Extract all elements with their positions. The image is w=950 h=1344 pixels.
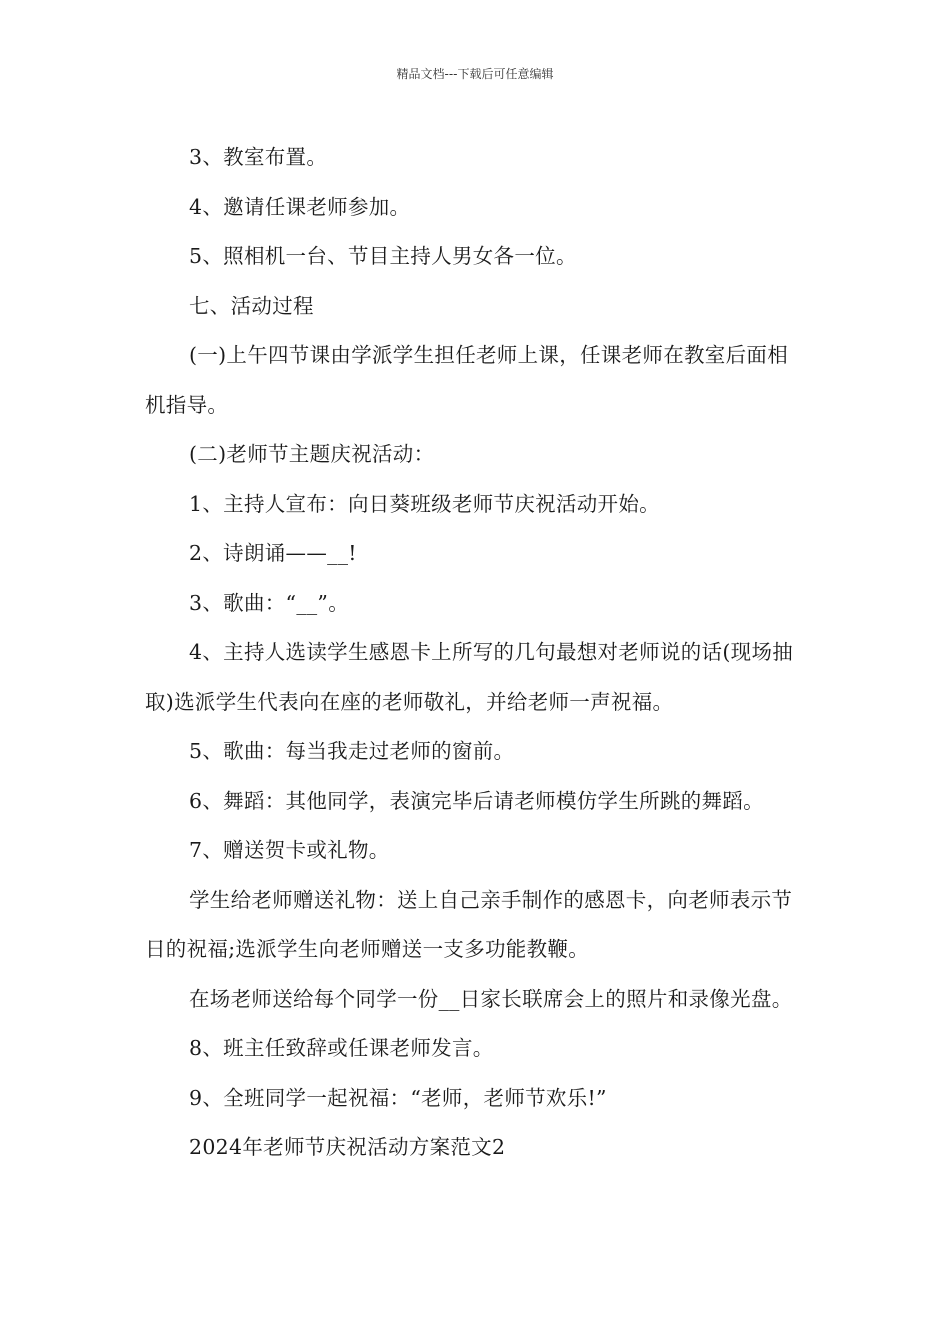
section-heading: 七、活动过程 — [189, 293, 314, 318]
subsection-heading: (二)老师节主题庆祝活动： — [189, 442, 435, 466]
paragraph: 7、赠送贺卡或礼物。 — [189, 838, 390, 862]
paragraph: 3、教室布置。 — [189, 145, 328, 169]
paragraph: 9、全班同学一起祝福：“老师，老师节欢乐!” — [189, 1085, 607, 1110]
document-body — [145, 133, 807, 1173]
page-header: 精品文档---下载后可任意编辑 — [396, 67, 554, 81]
paragraph: (一)上午四节课由学派学生担任老师上课，任课老师在教室后面相机指导。 — [145, 343, 788, 417]
paragraph: 4、邀请任课老师参加。 — [189, 194, 411, 219]
paragraph: 3、歌曲：“__”。 — [189, 590, 350, 615]
document-title-next: 2024年老师节庆祝活动方案范文2 — [189, 1135, 506, 1159]
paragraph: 2、诗朗诵——__! — [189, 541, 357, 565]
paragraph: 5、歌曲：每当我走过老师的窗前。 — [189, 739, 515, 763]
paragraph: 8、班主任致辞或任课老师发言。 — [189, 1036, 494, 1060]
paragraph: 4、主持人选读学生感恩卡上所写的几句最想对老师说的话(现场抽取)选派学生代表向在座的老师敬礼，并给老师一声祝福。 — [145, 640, 794, 714]
paragraph: 学生给老师赠送礼物：送上自己亲手制作的感恩卡，向老师表示节日的祝福;选派学生向老师赠送一支多功能教鞭。 — [145, 887, 793, 961]
paragraph: 6、舞蹈：其他同学，表演完毕后请老师模仿学生所跳的舞蹈。 — [189, 788, 764, 813]
paragraph: 1、主持人宣布：向日葵班级老师节庆祝活动开始。 — [189, 491, 660, 516]
paragraph: 在场老师送给每个同学一份__日家长联席会上的照片和录像光盘。 — [189, 986, 793, 1011]
paragraph: 5、照相机一台、节目主持人男女各一位。 — [189, 244, 577, 268]
